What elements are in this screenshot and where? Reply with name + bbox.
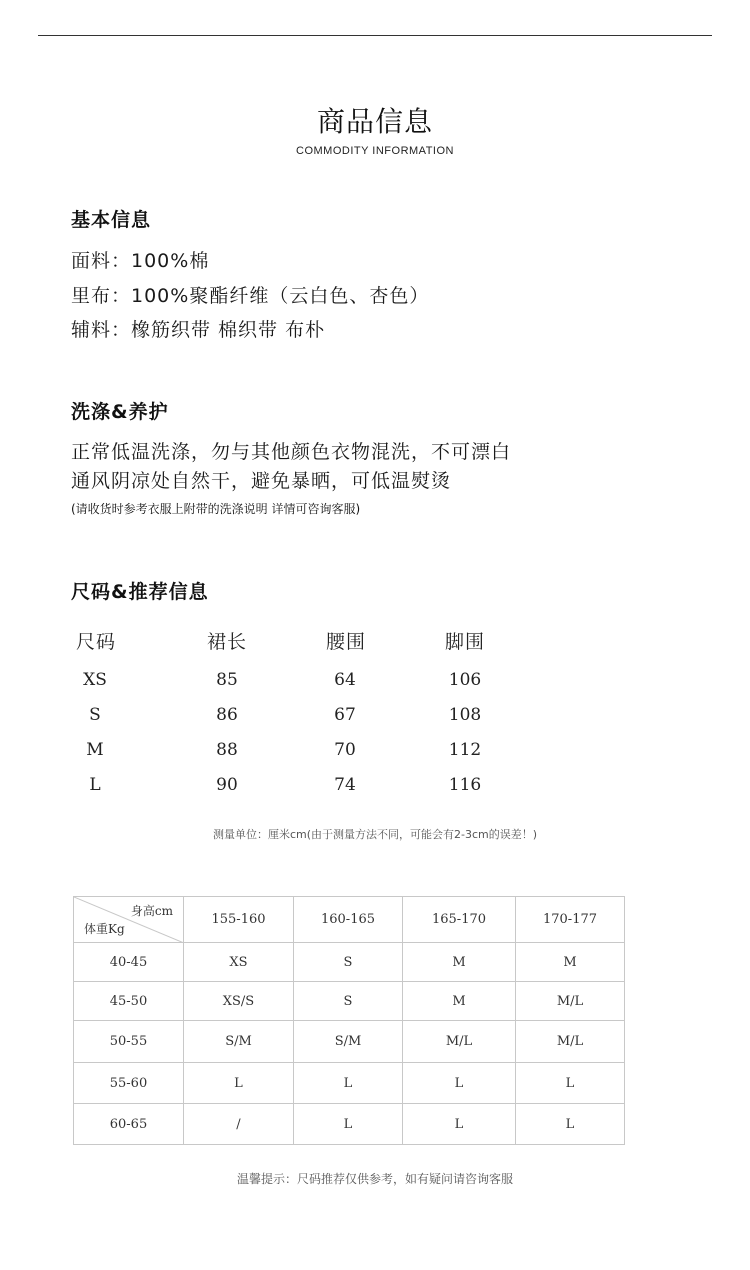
page-title: 商品信息	[316, 105, 433, 138]
size-cell: M/L	[516, 982, 625, 1021]
size-col-header: 尺码	[76, 631, 117, 653]
hem-value: 106	[448, 670, 482, 690]
size-cell: M	[516, 943, 625, 982]
weight-range-cell: 45-50	[74, 982, 184, 1021]
size-value: XS	[83, 670, 107, 690]
height-range-header: 165-170	[403, 897, 516, 943]
weight-range-cell: 60-65	[74, 1104, 184, 1145]
size-cell: L	[516, 1063, 625, 1104]
care-heading: 洗涤&养护	[71, 401, 169, 423]
care-note: (请收货时参考衣服上附带的洗涤说明 详情可咨询客服)	[71, 502, 361, 516]
hem-col-header: 脚围	[445, 631, 486, 653]
page-subtitle: COMMODITY INFORMATION	[296, 145, 454, 157]
size-cell: XS	[184, 943, 294, 982]
size-heading: 尺码&推荐信息	[71, 581, 209, 603]
table-header-row	[74, 897, 625, 943]
height-range-header: 160-165	[294, 897, 403, 943]
size-cell: L	[294, 1104, 403, 1145]
corner-cell	[74, 897, 184, 943]
size-cell: M/L	[516, 1021, 625, 1063]
size-cell: S/M	[184, 1021, 294, 1063]
table-row	[74, 943, 625, 982]
basic-info-heading: 基本信息	[71, 209, 152, 231]
footer-tip: 温馨提示：尺码推荐仅供参考，如有疑问请咨询客服	[236, 1172, 513, 1186]
size-cell: L	[403, 1104, 516, 1145]
table-row	[74, 1104, 625, 1145]
size-value: S	[89, 705, 101, 725]
size-value: M	[86, 740, 104, 760]
waist-value: 74	[334, 775, 356, 795]
weight-range-cell: 50-55	[74, 1021, 184, 1063]
size-cell: XS/S	[184, 982, 294, 1021]
table-row	[74, 982, 625, 1021]
length-value: 88	[216, 740, 238, 760]
weight-axis-label: 体重Kg	[84, 922, 125, 936]
size-cell: S/M	[294, 1021, 403, 1063]
size-cell: M	[403, 982, 516, 1021]
size-cell: L	[516, 1104, 625, 1145]
top-divider	[38, 35, 712, 36]
accessories-line: 辅料：橡筋织带 棉织带 布朴	[71, 319, 326, 341]
size-cell: S	[294, 982, 403, 1021]
hem-value: 108	[448, 705, 482, 725]
hem-value: 112	[448, 740, 482, 760]
weight-range-cell: 40-45	[74, 943, 184, 982]
fabric-line: 面料：100%棉	[71, 250, 210, 272]
waist-col-header: 腰围	[326, 631, 367, 653]
size-cell: S	[294, 943, 403, 982]
table-row	[74, 1063, 625, 1104]
length-value: 86	[216, 705, 238, 725]
length-value: 90	[216, 775, 238, 795]
size-cell: M/L	[403, 1021, 516, 1063]
size-recommendation-table	[73, 896, 625, 1145]
waist-value: 64	[334, 670, 356, 690]
size-cell: L	[184, 1063, 294, 1104]
size-cell: L	[294, 1063, 403, 1104]
waist-value: 70	[334, 740, 356, 760]
hem-value: 116	[448, 775, 482, 795]
care-line-2: 通风阴凉处自然干，避免暴晒，可低温熨烫	[71, 470, 452, 492]
size-cell: M	[403, 943, 516, 982]
waist-value: 67	[334, 705, 356, 725]
weight-range-cell: 55-60	[74, 1063, 184, 1104]
height-range-header: 170-177	[516, 897, 625, 943]
care-line-1: 正常低温洗涤，勿与其他颜色衣物混洗，不可漂白	[71, 441, 512, 463]
lining-line: 里布：100%聚酯纤维（云白色、杏色）	[71, 285, 430, 307]
length-col-header: 裙长	[207, 631, 248, 653]
height-range-header: 155-160	[184, 897, 294, 943]
length-value: 85	[216, 670, 238, 690]
table-row	[74, 1021, 625, 1063]
size-cell: L	[403, 1063, 516, 1104]
measurement-note: 测量单位：厘米cm(由于测量方法不同，可能会有2-3cm的误差！)	[212, 828, 538, 841]
size-cell: /	[184, 1104, 294, 1145]
height-axis-label: 身高cm	[130, 904, 173, 918]
size-value: L	[89, 775, 101, 795]
